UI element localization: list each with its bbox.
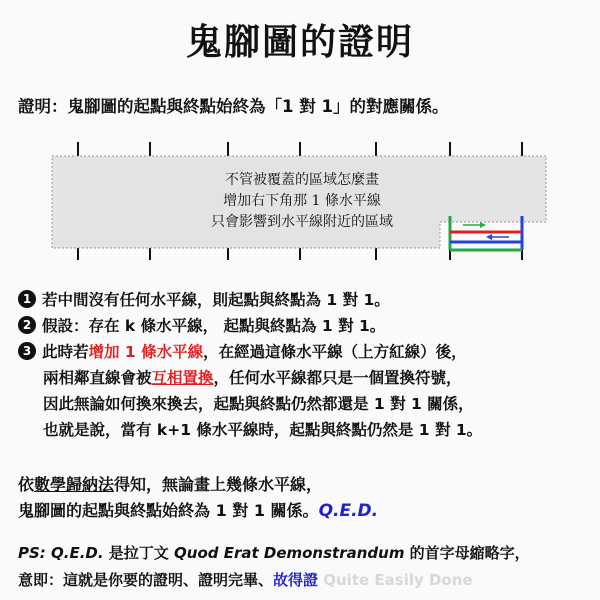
highlight-swap: 互相置換 <box>151 369 214 387</box>
conclusion-text: 鬼腳圖的起點與終點始終為 1 對 1 關係。 <box>18 501 319 520</box>
step-3 <box>18 339 593 365</box>
step-number-badge: 1 <box>18 290 36 308</box>
step-2 <box>18 313 593 339</box>
step-3-line-3: 因此無論如何換來換去，起點與終點仍然都還是 1 對 1 關係， <box>43 395 474 413</box>
caption-line: 增加右下角那 1 條水平線 <box>223 193 381 209</box>
postscript-line-1 <box>18 540 598 567</box>
ps-highlight: 故得證 <box>273 571 319 589</box>
step-3-line-4: 也就是說，當有 k+1 條水平線時，起點與終點仍然是 1 對 1。 <box>43 421 483 439</box>
ps-prefix: PS: Q.E.D. <box>18 544 104 562</box>
arrow-right-head <box>480 222 486 228</box>
step-text: 假設：存在 k 條水平線， 起點與終點為 1 對 1。 <box>42 317 386 335</box>
step-text: ，在經過這條水平線（上方紅線）後， <box>203 343 467 361</box>
step-text: 兩相鄰直線會被 <box>43 369 152 387</box>
conclusion-line-2 <box>18 498 593 524</box>
ps-text: 是拉丁文 <box>103 544 175 562</box>
ps-ghost-text: Quite Easily Done <box>318 571 473 589</box>
intro-statement: 證明：鬼腳圖的起點與終點始終為「1 對 1」的對應關係。 <box>18 97 449 116</box>
conclusion-text: 依 <box>18 475 35 494</box>
step-text: 若中間沒有任何水平線，則起點與終點為 1 對 1。 <box>42 291 390 309</box>
step-number-badge: 3 <box>18 342 36 360</box>
proof-steps <box>18 287 593 443</box>
step-3-line-2 <box>18 365 593 391</box>
step-text: 此時若 <box>42 343 89 361</box>
postscript <box>18 540 598 594</box>
step-text: ，任何水平線都只是一個置換符號， <box>213 369 462 387</box>
ps-text: 的首字母縮略字， <box>404 544 530 562</box>
arrow-left-head <box>486 234 492 240</box>
postscript-line-2 <box>18 567 598 594</box>
conclusion-text: 得知，無論畫上幾條水平線， <box>114 475 323 494</box>
caption-line: 不管被覆蓋的區域怎麼畫 <box>225 172 379 188</box>
caption-line: 只會影響到水平線附近的區域 <box>211 214 393 230</box>
math-induction-term: 數學歸納法 <box>34 475 115 494</box>
qed-mark: Q.E.D. <box>318 501 379 521</box>
step-number-badge: 2 <box>18 316 36 334</box>
latin-phrase: Quod Erat Demonstrandum <box>174 544 405 562</box>
page-title: 鬼腳圖的證明 <box>185 22 414 63</box>
conclusion-line-1 <box>18 472 593 498</box>
covered-region-caption <box>152 170 452 233</box>
conclusion <box>18 472 593 524</box>
highlight-add-line: 增加 1 條水平線 <box>88 343 204 361</box>
step-1 <box>18 287 593 313</box>
ps-text: 意即：這就是你要的證明、證明完畢、 <box>18 571 274 589</box>
